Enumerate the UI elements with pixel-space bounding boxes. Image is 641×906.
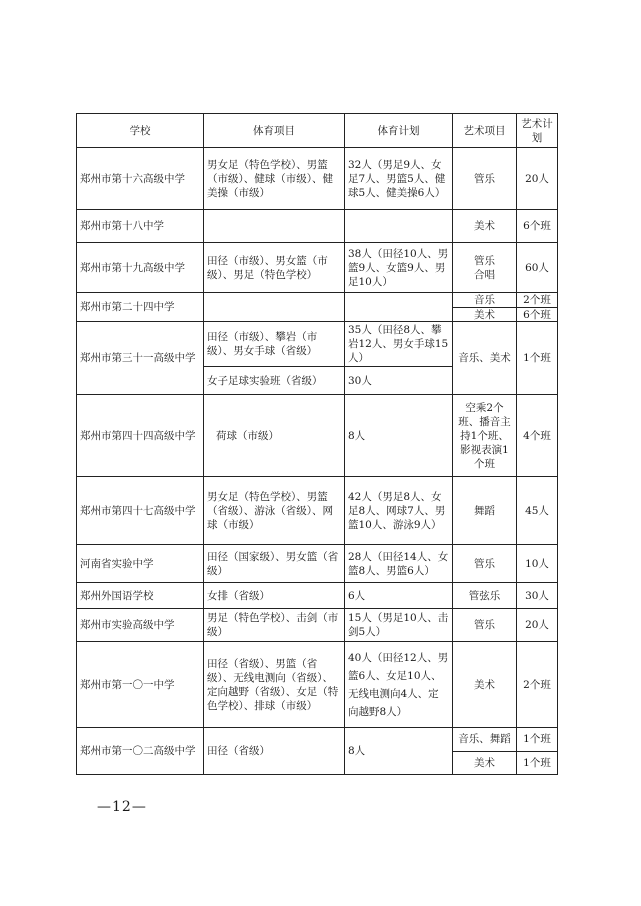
sports-plan: 42人（男足8人、女足8人、网球7人、男篮10人、游泳9人） [345,477,453,545]
page-number: —12— [97,799,147,815]
sports-plan: 6人 [345,583,453,609]
art-item: 美术 [453,210,517,243]
school-name: 郑州市第一〇一中学 [77,642,204,728]
table-header-row [77,114,558,148]
school-program-table [76,113,558,775]
sports-item: 男女足（特色学校）、男篮（市级）、健球（市级）、健美操（市级） [204,148,345,210]
school-name: 郑州市第一〇二高级中学 [77,728,204,775]
art-item-2: 美术 [453,307,516,322]
art-plan-cell [517,728,558,775]
sports-plan: 28人（田径14人、女篮8人、男篮6人） [345,545,453,583]
sports-plan: 8人 [345,395,453,477]
art-item: 管乐 [453,545,517,583]
sports-plan [345,293,453,322]
table-row [77,609,558,642]
art-plan: 30人 [517,583,558,609]
sports-item: 田径（省级） [204,728,345,775]
art-plan-cell [517,293,558,322]
header-school: 学校 [77,114,204,148]
art-item: 管乐 [453,609,517,642]
art-plan: 60人 [517,243,558,293]
art-plan: 2个班 [523,294,551,306]
header-art-item: 艺术项目 [453,114,517,148]
art-plan: 6个班 [517,210,558,243]
art-item: 音乐 [474,294,495,306]
art-item: 空乘2个班、播音主持1个班、影视表演1个班 [453,395,517,477]
school-name: 郑州市第四十七高级中学 [77,477,204,545]
table-row [77,642,558,728]
table-row [77,728,558,775]
art-item: 舞蹈 [453,477,517,545]
sports-item: 田径（市级）、男女篮（市级）、男足（特色学校） [204,243,345,293]
sports-item: 女排（省级） [204,583,345,609]
art-item: 音乐、美术 [453,322,517,395]
table-row [77,322,558,367]
sports-item: 田径（国家级）、男女篮（省级） [204,545,345,583]
school-name: 郑州市第十八中学 [77,210,204,243]
school-name: 郑州市第四十四高级中学 [77,395,204,477]
header-sports-item: 体育项目 [204,114,345,148]
art-item: 管弦乐 [453,583,517,609]
art-item: 美术 [453,642,517,728]
table-row [77,583,558,609]
art-plan: 1个班 [523,733,551,746]
sports-plan: 38人（田径10人、男篮9人、女篮9人、男足10人） [345,243,453,293]
sports-plan-2: 30人 [345,367,453,395]
sports-item [204,210,345,243]
art-item-cell [453,293,517,322]
table-row [77,148,558,210]
sports-plan: 8人 [345,728,453,775]
sports-plan [345,210,453,243]
art-item-2: 美术 [453,751,516,775]
header-sports-plan: 体育计划 [345,114,453,148]
school-name: 郑州外国语学校 [77,583,204,609]
sports-item-2: 女子足球实验班（省级） [204,367,345,395]
table-row [77,477,558,545]
table-row [77,210,558,243]
school-name: 郑州市第十九高级中学 [77,243,204,293]
table-row [77,395,558,477]
art-plan: 2个班 [517,642,558,728]
school-name: 郑州市实验高级中学 [77,609,204,642]
sports-plan: 35人（田径8人、攀岩12人、男女手球15人） [345,322,453,367]
sports-item: 田径（省级）、男篮（省级）、无线电测向（省级）、定向越野（省级）、女足（特色学校）、排球（市级） [204,642,345,728]
sports-item: 男足（特色学校）、击剑（市级） [204,609,345,642]
sports-item: 田径（市级）、攀岩（市级）、男女手球（省级） [204,322,345,367]
table-row [77,293,558,322]
art-item: 管乐 合唱 [453,243,517,293]
art-item: 管乐 [453,148,517,210]
school-name: 郑州市第三十一高级中学 [77,322,204,395]
art-plan: 45人 [517,477,558,545]
header-art-plan: 艺术计划 [517,114,558,148]
art-plan: 20人 [517,148,558,210]
sports-item [204,293,345,322]
sports-item: 男女足（特色学校）、男篮（省级）、游泳（省级）、网球（市级） [204,477,345,545]
art-item: 音乐、舞蹈 [458,733,511,746]
school-name: 郑州市第二十四中学 [77,293,204,322]
table-row [77,243,558,293]
art-plan: 1个班 [517,322,558,395]
art-item-cell [453,728,517,775]
sports-plan: 40人（田径12人、男篮6人、女足10人、无线电测向4人、定向越野8人） [345,642,453,728]
art-plan: 4个班 [517,395,558,477]
sports-plan: 15人（男足10人、击剑5人） [345,609,453,642]
art-plan: 10人 [517,545,558,583]
art-plan-2: 6个班 [517,307,557,322]
school-name: 河南省实验中学 [77,545,204,583]
sports-item: 荷球（市级） [204,395,345,477]
art-plan-2: 1个班 [517,751,557,775]
table-row [77,545,558,583]
art-plan: 20人 [517,609,558,642]
sports-plan: 32人（男足9人、女足7人、男篮5人、健球5人、健美操6人） [345,148,453,210]
school-name: 郑州市第十六高级中学 [77,148,204,210]
